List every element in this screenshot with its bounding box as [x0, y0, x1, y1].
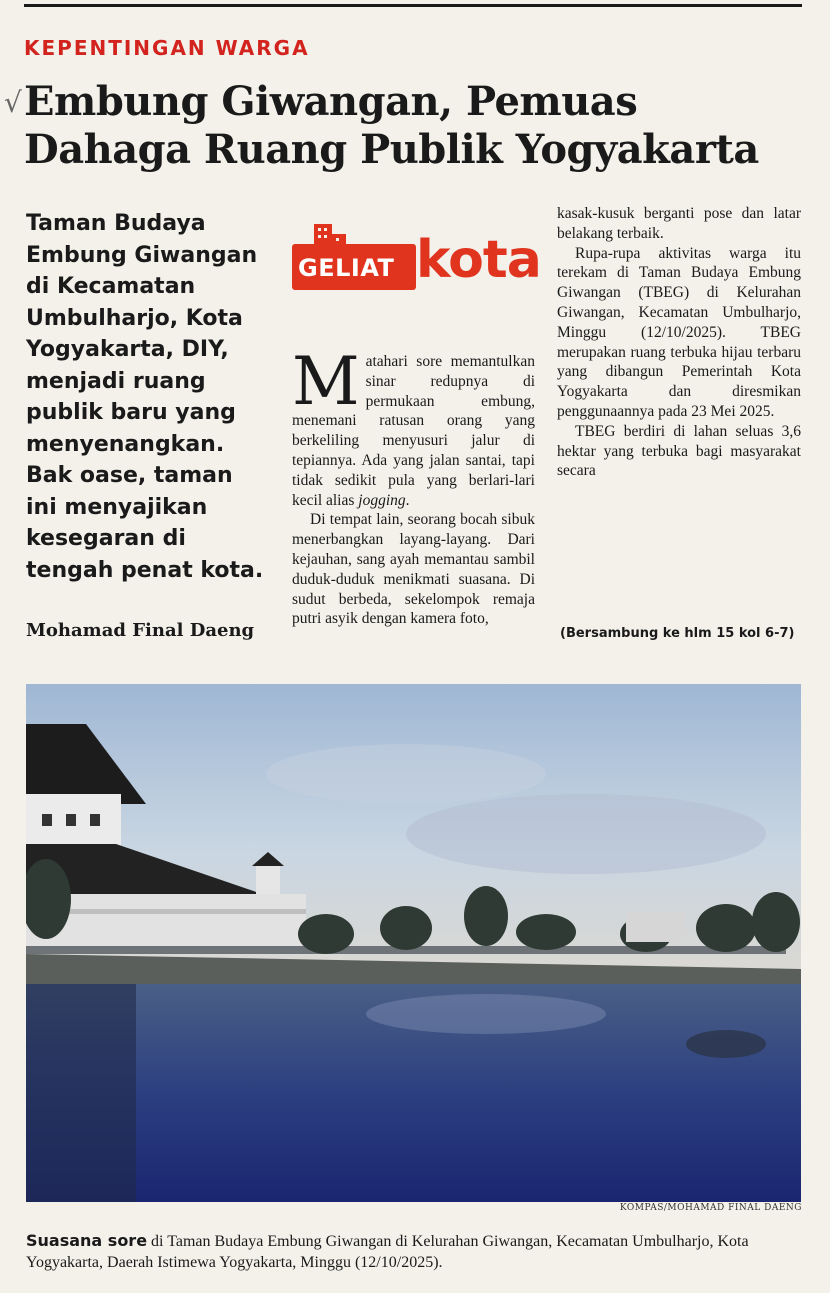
rubric-logo [292, 214, 541, 290]
caption-text: di Taman Budaya Embung Giwangan di Kelurahan Giwangan, Kecamatan Umbulharjo, Kota Yogyakarta, Daerah Istimewa Yogyakarta, Minggu (12/10/2025). [26, 1233, 749, 1271]
rubric-right-word: kota [416, 230, 541, 290]
photo-embung [26, 684, 801, 1202]
photo-credit: KOMPAS/MOHAMAD FINAL DAENG [619, 1203, 802, 1213]
drop-cap: M [292, 343, 360, 420]
rubric-left-word: GELIAT [298, 254, 395, 282]
body-paragraph-1: Matahari sore memantulkan sinar redupnya di permukaan embung, menemani ratusan orang yang berkeliling menyusuri jalur di tepiannya. Ada yang jalan santai, tapi tidak sedikit pula yang berlari-lari kecil alias jogging. [292, 343, 535, 509]
section-kicker: KEPENTINGAN WARGA [24, 36, 310, 60]
top-rule [24, 4, 802, 7]
continuation-note: (Bersambung ke hlm 15 kol 6-7) [560, 626, 795, 641]
body-paragraph-2-continued: kasak-kusuk berganti pose dan latar belakang terbaik. [557, 205, 801, 242]
photo-caption [26, 1230, 806, 1273]
body-column-right [557, 204, 801, 481]
lead-paragraph: Taman Budaya Embung Giwangan di Kecamatan Umbulharjo, Kota Yogyakarta, DIY, menjadi ruang publik baru yang menyenangkan. Bak oase, taman ini menyajikan kesegaran di tengah penat kota. [26, 211, 264, 583]
margin-mark: √ [4, 86, 22, 119]
photo-illustration [26, 684, 801, 1202]
body-paragraph-3: Rupa-rupa aktivitas warga itu terekam di Taman Budaya Embung Giwangan (TBEG) di Kelurahan Giwangan, Kecamatan Umbulharjo, Minggu (12/10/2025). TBEG merupakan ruang terbuka hijau terbaru yang dibangun Pemerintah Kota Yogyakarta dan diresmikan penggunaannya pada 23 Mei 2025. [557, 244, 801, 420]
byline: Mohamad Final Daeng [26, 620, 255, 641]
caption-lead: Suasana sore [26, 1231, 148, 1250]
headline: Embung Giwangan, Pemuas Dahaga Ruang Publik Yogyakarta [24, 78, 759, 173]
body-paragraph-4: TBEG berdiri di lahan seluas 3,6 hektar yang terbuka bagi masyarakat secara [557, 422, 801, 480]
body-paragraph-2: Di tempat lain, seorang bocah sibuk menerbangkan layang-layang. Dari kejauhan, sang ayah memantau sambil duduk-duduk menikmati suasana. Di sudut berbeda, sekelompok remaja putri asyik dengan kamera foto, [292, 511, 535, 628]
body-column-middle [292, 343, 535, 628]
